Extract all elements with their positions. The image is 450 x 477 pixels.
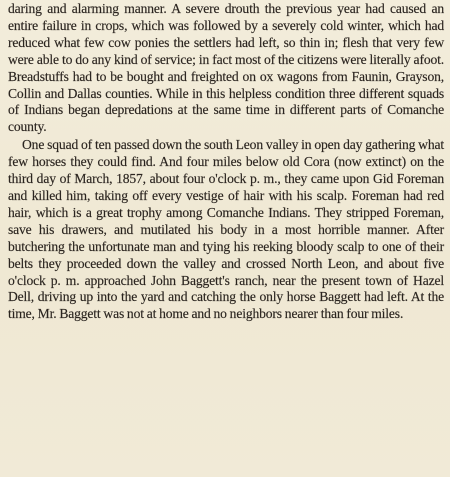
paragraph-1: daring and alarming manner. A severe drouth the previous year had caused an entire failure in crops, which was followed by a severely cold winter, which had reduced what few cow ponies the settlers had left, so thin in; flesh that very few were able to do any kind of service; in fact most of the citizens were literally afoot. Breadstuffs had to be bought and freighted on ox wagons from Faunin, Grayson, Collin and Dallas counties. While in this helpless condition three different squads of Indians began depredations at the same time in different parts of Comanche county. [8,1,444,135]
paragraph-2: One squad of ten passed down the south Leon valley in open day gathering what few horses they could find. And four miles below old Cora (now extinct) on the third day of March, 1857, about four o'clock p. m., they came upon Gid Foreman and killed him, taking off every vestige of hair with his scalp. Foreman had red hair, which is a great trophy among Comanche Indians. They stripped Foreman, save his drawers, and mutilated his body in a most horrible manner. After butchering the unfortunate man and tying his reeking bloody scalp to one of their belts they proceeded down the valley and crossed North Leon, and about five o'clock p. m. approached John Baggett's ranch, near the present town of Hazel Dell, driving up into the yard and catching the only horse Baggett had left. At the time, Mr. Baggett was not at home and no neighbors nearer than four miles. [8,137,444,322]
